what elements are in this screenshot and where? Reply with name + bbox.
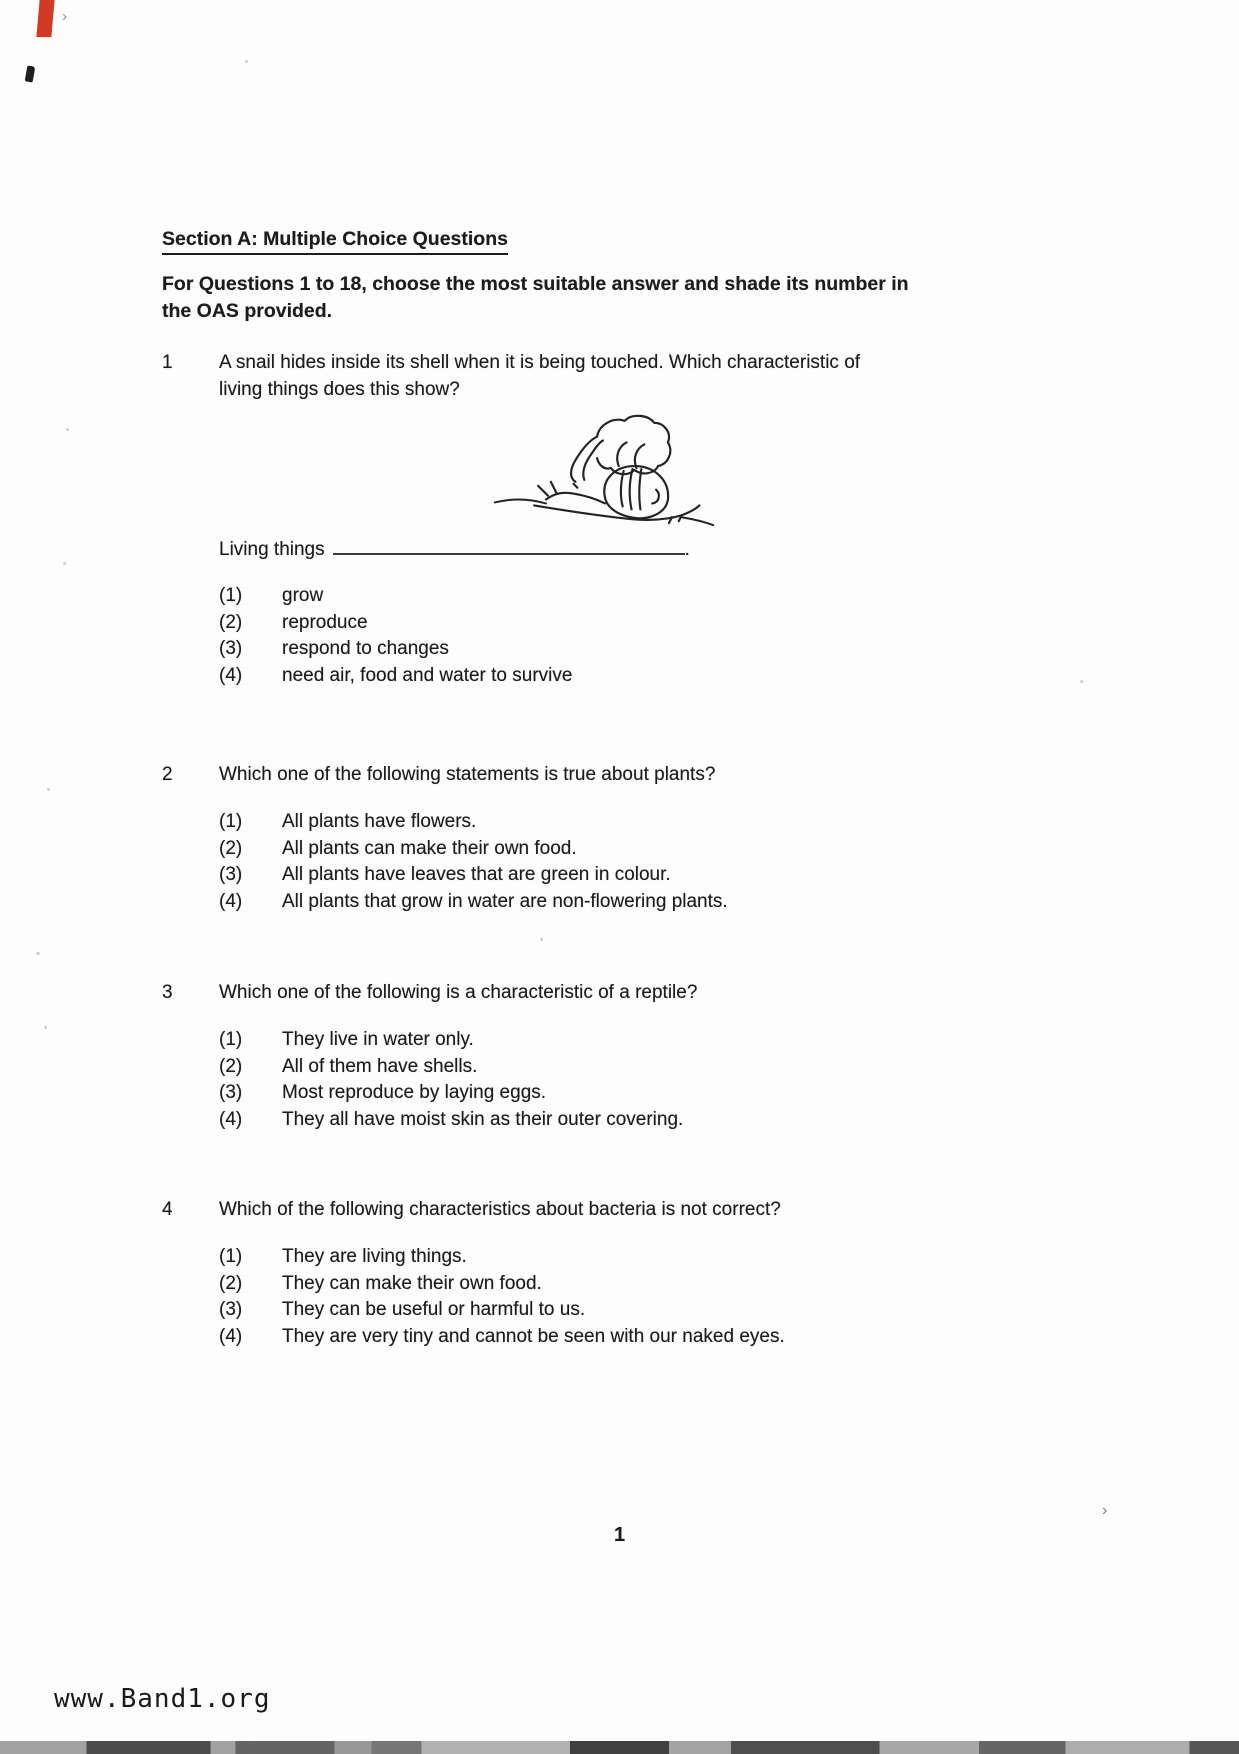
- scan-speck: [63, 562, 66, 565]
- question-text-line: living things does this show?: [219, 379, 460, 400]
- answer-blank-line: [333, 537, 685, 555]
- answer-option: [219, 1080, 1042, 1107]
- option-text: respond to changes: [282, 638, 449, 659]
- watermark-url: www.Band1.org: [54, 1684, 271, 1714]
- option-text: All of them have shells.: [282, 1055, 478, 1077]
- option-label: (3): [219, 638, 243, 659]
- option-text: grow: [282, 585, 324, 606]
- option-label: (2): [219, 1272, 243, 1294]
- option-label: (1): [219, 585, 243, 606]
- question-body: [219, 349, 1042, 689]
- option-text: They can make their own food.: [282, 1272, 542, 1294]
- question-number: 1: [162, 352, 173, 373]
- instructions-line: For Questions 1 to 18, choose the most suitable answer and shade its number in: [162, 273, 909, 295]
- answer-option: [219, 663, 1042, 690]
- question-text-line: Which one of the following statements is true about plants?: [219, 764, 716, 785]
- option-label: (2): [219, 837, 243, 859]
- option-text: They all have moist skin as their outer covering.: [282, 1108, 684, 1130]
- question-text-line: Which one of the following is a characteristic of a reptile?: [219, 982, 698, 1003]
- option-text: Most reproduce by laying eggs.: [282, 1082, 547, 1103]
- options-list: [219, 1244, 1042, 1350]
- scan-speck-right: ›: [1102, 1502, 1108, 1519]
- questions: [162, 349, 1042, 1350]
- option-text: All plants can make their own food.: [282, 837, 577, 859]
- answer-option: [219, 1297, 1042, 1324]
- answer-option: [219, 1271, 1042, 1298]
- question: [162, 349, 1042, 689]
- question-number: 4: [162, 1199, 173, 1220]
- answer-option: [219, 889, 1042, 916]
- ink-blot-mark: [25, 65, 36, 82]
- page-number: 1: [613, 1524, 626, 1546]
- scan-speck: [36, 952, 40, 955]
- option-text: reproduce: [282, 611, 368, 633]
- question-text-line: A snail hides inside its shell when it is being touched. Which characteristic of: [219, 352, 861, 373]
- option-label: (2): [219, 1055, 243, 1077]
- option-text: All plants that grow in water are non-flowering plants.: [282, 890, 728, 912]
- scan-edge-bar: [0, 1741, 1239, 1754]
- red-pen-mark: [36, 0, 54, 37]
- option-text: They live in water only.: [282, 1029, 474, 1050]
- option-text: They can be useful or harmful to us.: [282, 1299, 586, 1320]
- question-text: [219, 761, 1042, 788]
- question-text: [219, 349, 1042, 403]
- question-number: 2: [162, 764, 173, 785]
- option-label: (3): [219, 1299, 243, 1320]
- hand-touching-snail-sketch: [487, 409, 719, 531]
- scan-speck: [66, 428, 69, 431]
- scan-speck: [1080, 680, 1083, 683]
- question-body: [219, 1196, 1042, 1350]
- section-heading: Section A: Multiple Choice Questions: [162, 228, 508, 255]
- options-list: [219, 1027, 1042, 1133]
- scan-speck: [44, 1026, 47, 1029]
- answer-option: [219, 1244, 1042, 1271]
- option-label: (2): [219, 611, 243, 633]
- instructions: [162, 271, 1042, 325]
- answer-option: [219, 610, 1042, 637]
- scan-speck: [47, 788, 50, 791]
- option-label: (4): [219, 890, 243, 912]
- answer-option: [219, 636, 1042, 663]
- question-body: [219, 761, 1042, 915]
- options-list: [219, 809, 1042, 915]
- answer-option: [219, 809, 1042, 836]
- question-body: [219, 979, 1042, 1133]
- page-content: [162, 228, 1042, 1350]
- option-label: (3): [219, 864, 243, 885]
- answer-option: [219, 1054, 1042, 1081]
- answer-stem: [219, 537, 1042, 562]
- answer-stem-prefix: Living things: [219, 539, 325, 560]
- option-label: (1): [219, 1246, 243, 1267]
- option-text: need air, food and water to survive: [282, 664, 573, 686]
- option-label: (1): [219, 1029, 243, 1050]
- option-text: They are living things.: [282, 1246, 467, 1267]
- question: [162, 979, 1042, 1133]
- scan-speck: [245, 60, 248, 63]
- question-text: [219, 979, 1042, 1006]
- question: [162, 761, 1042, 915]
- answer-option: [219, 583, 1042, 610]
- question-text-line: Which of the following characteristics about bacteria is not correct?: [219, 1199, 781, 1220]
- answer-stem-suffix: .: [684, 539, 690, 560]
- scan-speck-top: ›: [62, 8, 67, 25]
- question-text: [219, 1196, 1042, 1223]
- option-label: (3): [219, 1082, 243, 1103]
- options-list: [219, 583, 1042, 689]
- answer-option: [219, 836, 1042, 863]
- option-label: (4): [219, 1325, 243, 1347]
- instructions-line: the OAS provided.: [162, 300, 333, 322]
- option-label: (4): [219, 1108, 243, 1130]
- option-text: All plants have flowers.: [282, 811, 477, 832]
- option-text: They are very tiny and cannot be seen with our naked eyes.: [282, 1325, 785, 1347]
- answer-option: [219, 862, 1042, 889]
- option-label: (4): [219, 664, 243, 686]
- answer-option: [219, 1324, 1042, 1351]
- question-number: 3: [162, 982, 173, 1003]
- answer-option: [219, 1107, 1042, 1134]
- question: [162, 1196, 1042, 1350]
- option-text: All plants have leaves that are green in colour.: [282, 864, 671, 885]
- option-label: (1): [219, 811, 243, 832]
- answer-option: [219, 1027, 1042, 1054]
